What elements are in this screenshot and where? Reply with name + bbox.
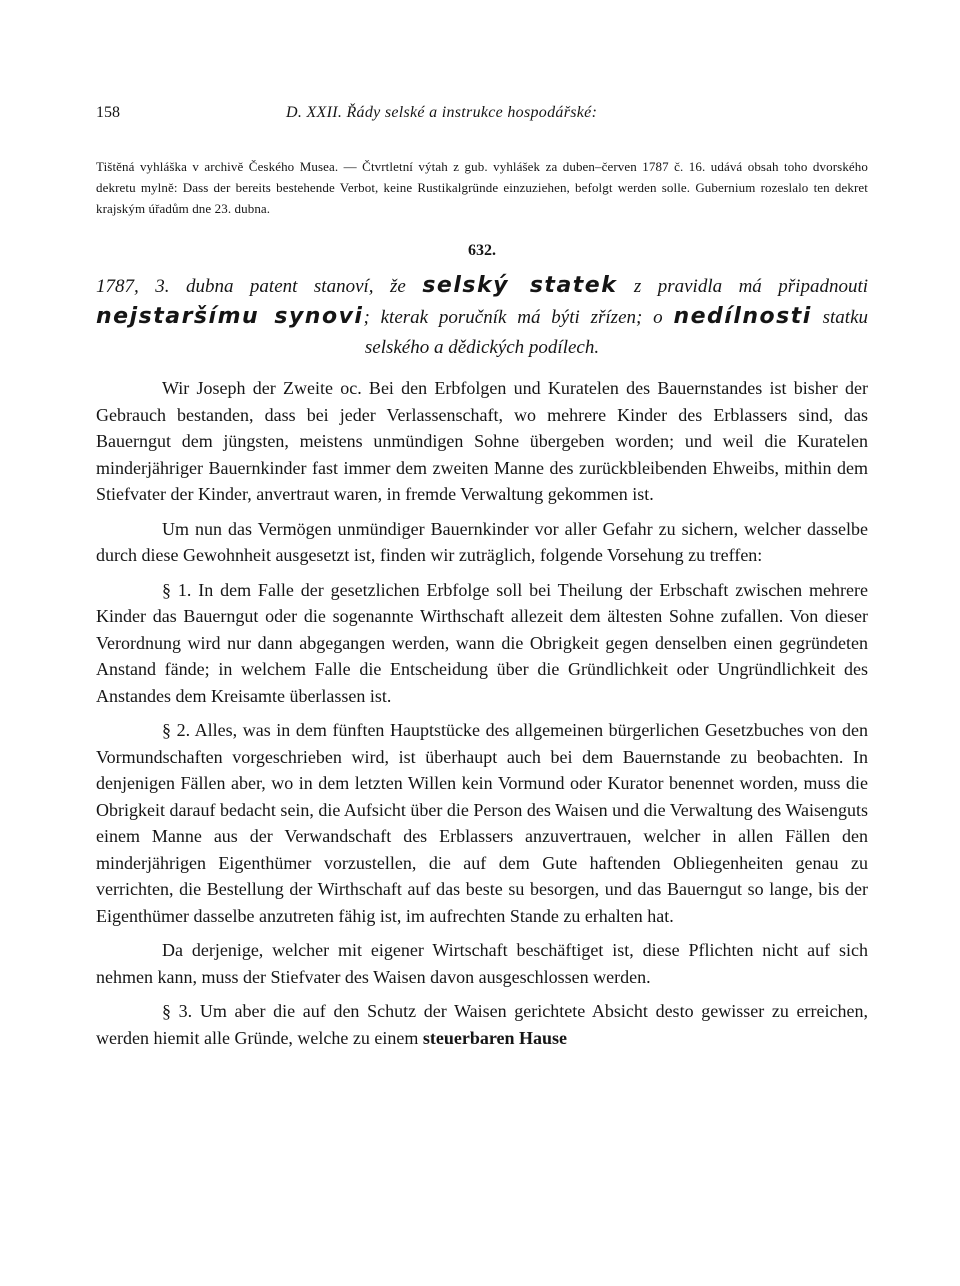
- document-page: [96, 100, 868, 1059]
- headline-emphasis: selský statek: [422, 273, 618, 298]
- headline-text: z pravidla má připadnouti: [617, 276, 869, 297]
- paragraph: § 1. In dem Falle der gesetzlichen Erbfolge soll bei Theilung der Erbschaft zwischen mehrere Kinder das Bauerngut oder die sogenannte Wirthschaft allezeit dem ältesten Sohne zufallen. Von dieser Verordnung wird nur dann abgegangen werden, wann die Obrigkeit gegen denselben einen gegründeten Anstand fände; in welchem Falle die Entscheidung über die Gründlichkeit oder Ungründlichkeit des Anstandes dem Kreisamte überlassen ist.: [96, 579, 868, 706]
- running-head: [96, 100, 868, 136]
- paragraph: [96, 998, 868, 1051]
- document-body: [96, 375, 868, 1051]
- source-note: Tištěná vyhláška v archivě Českého Musea. — Čtvrtletní výtah z gub. vyhlášek za duben–červen 1787 č. 16. udává obsah toho dvorského dekretu mylně: Dass der bereits bestehende Verbot, keine Rustikalgründe einzuziehen, befolgt werden solle. Gubernium rozeslalo ten dekret krajským úřadům dne 23. dubna.: [96, 159, 868, 216]
- bold-term: steuerbaren Hause: [422, 1027, 568, 1048]
- document-number: 632.: [468, 242, 496, 259]
- headline-emphasis: nejstaršímu synovi: [96, 304, 364, 329]
- headline-text: 1787, 3. dubna patent stanoví, že: [96, 276, 423, 297]
- page-number: 158: [96, 104, 120, 121]
- paragraph-text: § 3. Um aber die auf den Schutz der Waisen gerichtete Absicht desto gewisser zu erreichen, werden hiemit alle Gründe, welche zu einem: [96, 1001, 868, 1048]
- running-title: D. XXII. Řády selské a instrukce hospodářské:: [286, 104, 598, 121]
- paragraph: Wir Joseph der Zweite oc. Bei den Erbfolgen und Kuratelen des Bauernstandes ist bisher der Gebrauch bestanden, dass bei jeder Verlassenschaft, wo mehrere Kinder des Erblassers sind, das Bauerngut dem jüngsten, meistens unmündigen Sohne übergeben worden; und weil die Kuratelen minderjähriger Bauernkinder fast immer dem zweiten Manne des zurückbleibenden Ehweibs, mithin dem Stiefvater der Kinder, anvertraut waren, in fremde Verwaltung gekommen ist.: [96, 378, 868, 504]
- headline-text: ; kterak poručník má býti zřízen; o: [363, 307, 674, 328]
- headline-emphasis: nedílnosti: [673, 304, 812, 329]
- paragraph: Um nun das Vermögen unmündiger Bauernkinder vor aller Gefahr zu sichern, welcher dasselbe durch diese Gewohnheit ausgesetzt ist, finden wir zuträglich, folgende Vorsehung zu treffen:: [96, 518, 868, 565]
- document-headline: [96, 271, 868, 363]
- paragraph: § 2. Alles, was in dem fünften Hauptstücke des allgemeinen bürgerlichen Gesetzbuches von den Vormundschaften vorgeschrieben wird, ist überhaupt auch bei dem Bauernstande zu beobachten. In denjenigen Fällen aber, wo in dem letzten Willen kein Vormund oder Kurator benennet worden, muss die Obrigkeit darauf bedacht sein, die Aufsicht über die Person des Waisen und die Verwaltung des Waisenguts einem Manne aus der Verwandschaft des Erblassers anzuvertrauen, welcher in allen Fällen den minderjährigen Eigenthümer vorzustellen, die auf dem Gute haftenden Obliegenheiten genau zu verrichten, die Bestellung der Wirthschaft auf das beste su besorgen, und das Bauerngut so lange, bis der Eigenthümer dasselbe anzutreten fähig ist, im aufrechten Stande zu erhalten hat.: [96, 720, 868, 926]
- paragraph: Da derjenige, welcher mit eigener Wirtschaft beschäftiget ist, diese Pflichten nicht auf sich nehmen kann, muss der Stiefvater des Waisen davon ausgeschlossen werden.: [96, 940, 868, 987]
- headline-text: statku selského a dědických podílech.: [364, 307, 869, 358]
